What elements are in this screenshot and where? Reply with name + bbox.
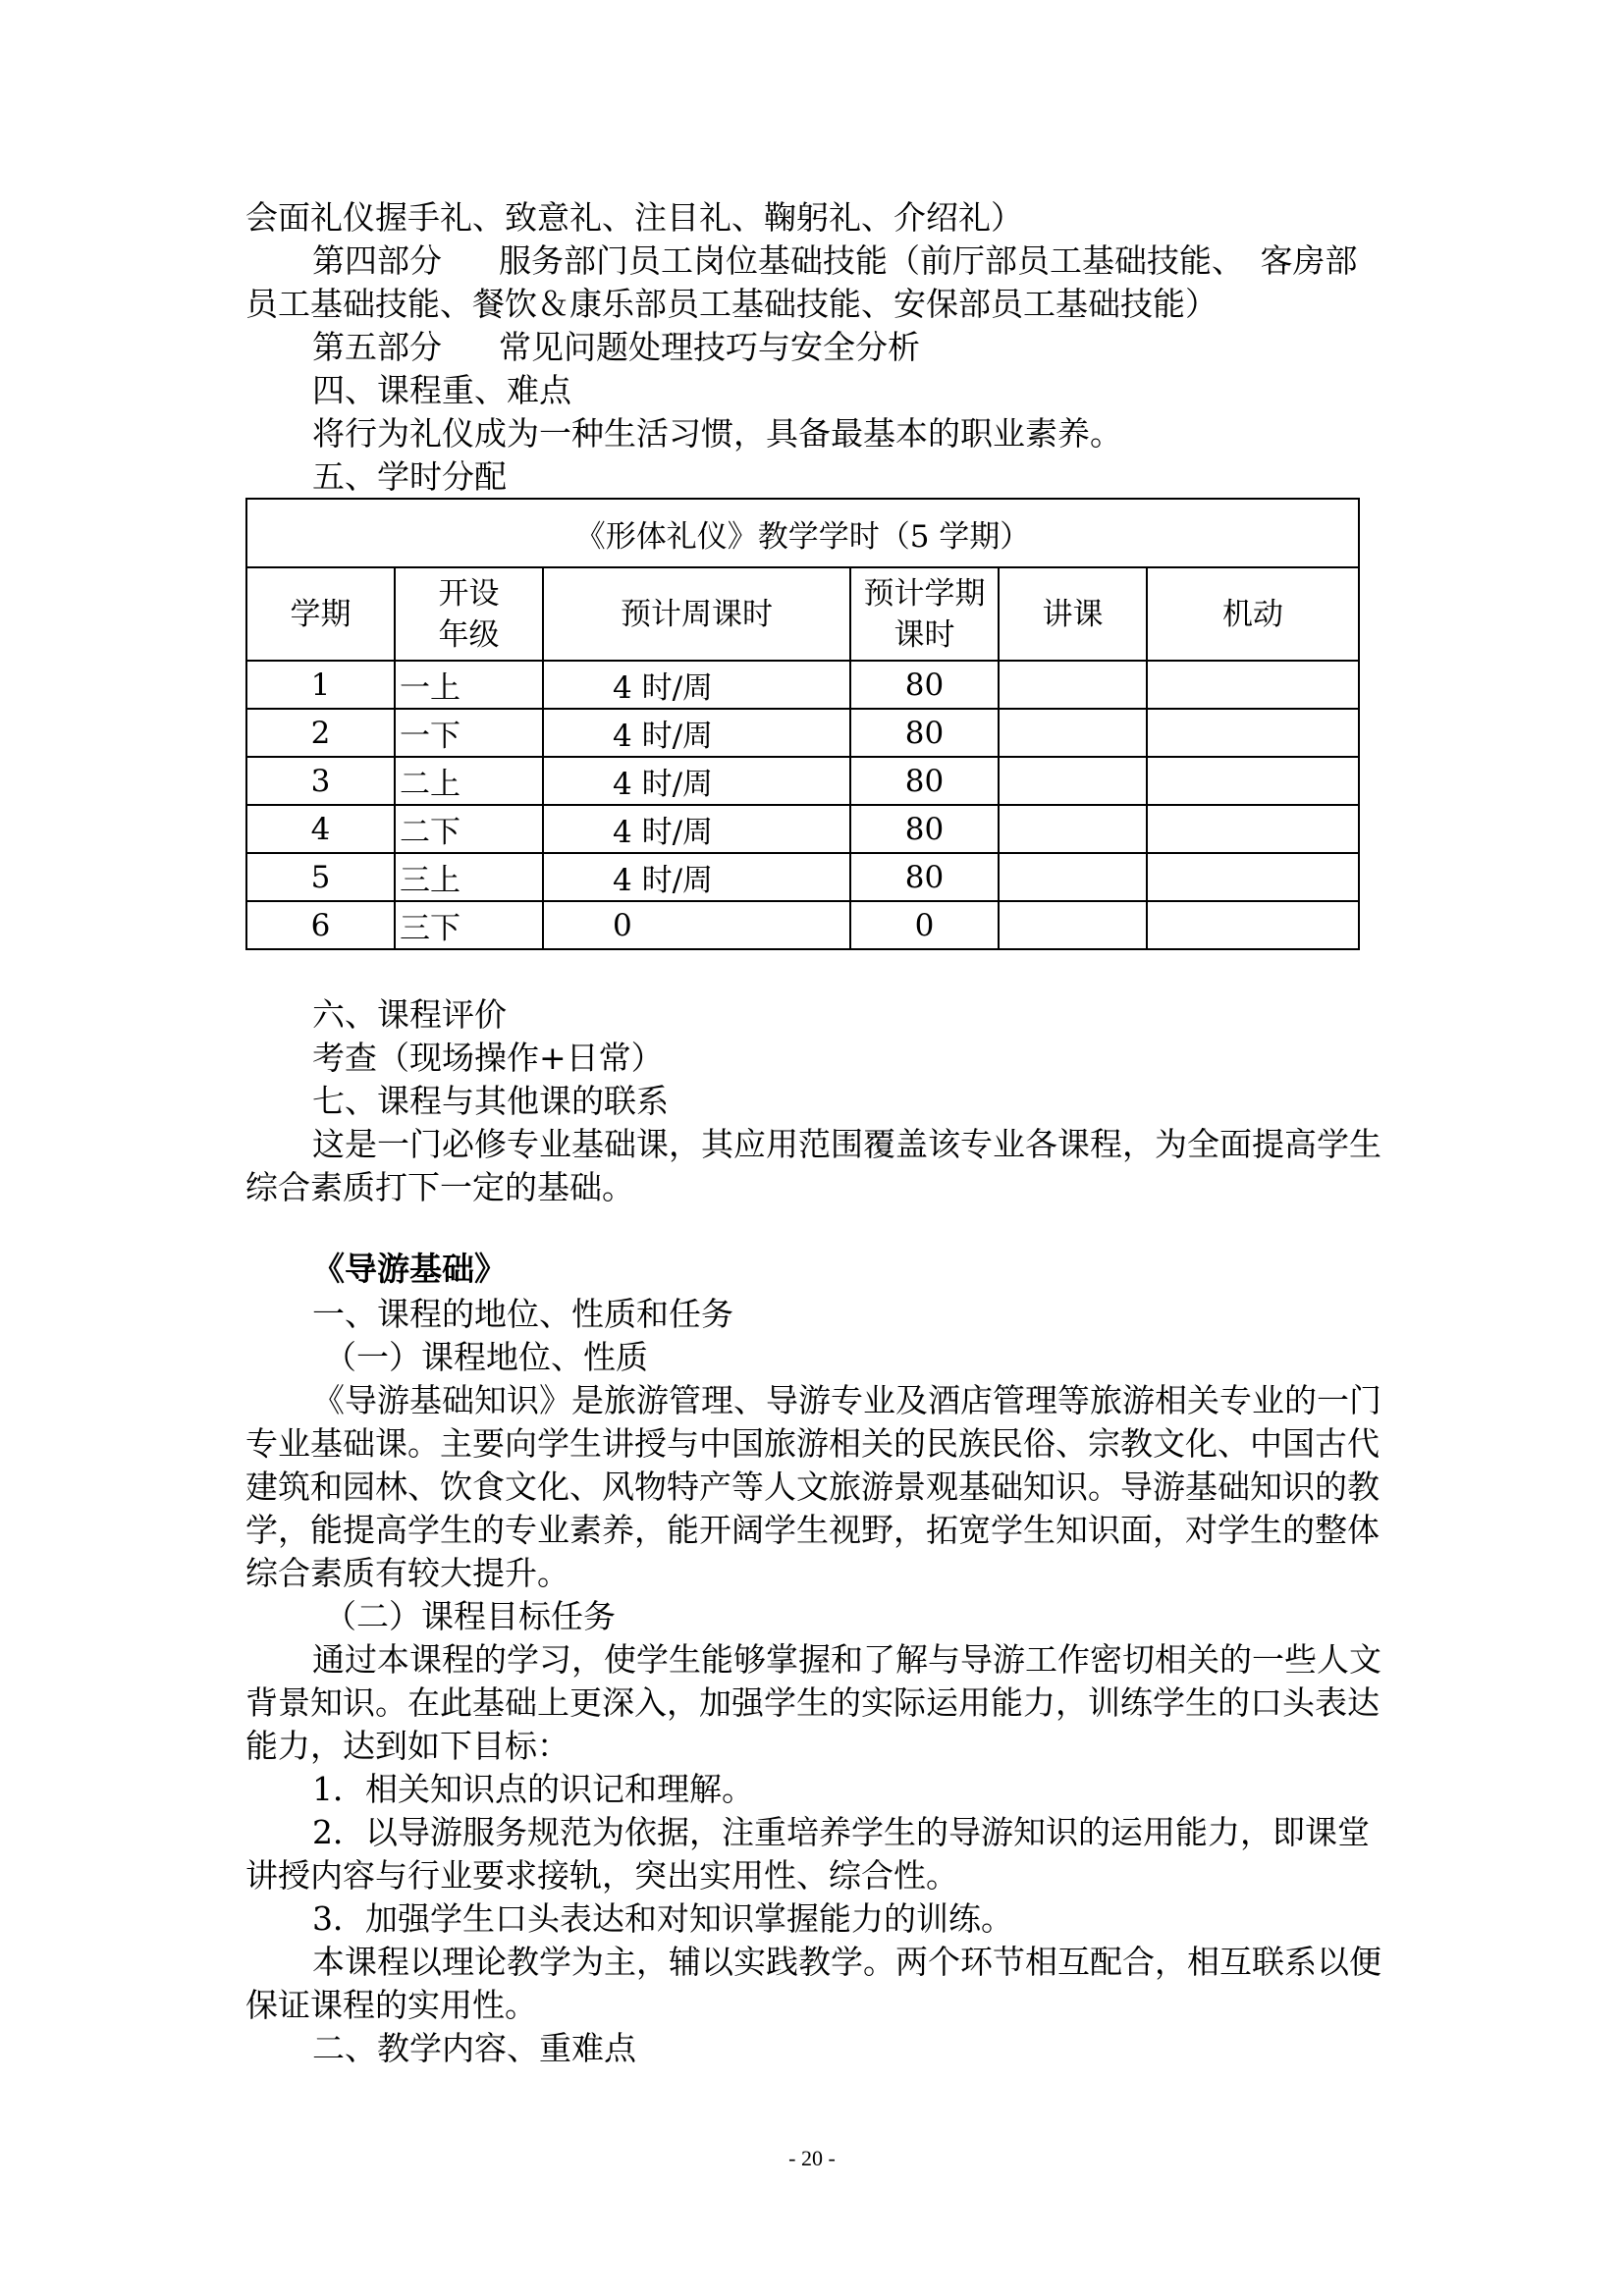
- part4-line: [312, 240, 1358, 283]
- section-heading: 六、课程评价: [312, 995, 507, 1034]
- table-row: [246, 709, 1359, 757]
- section-heading: 二、教学内容、重难点: [312, 2029, 636, 2067]
- table-row: [246, 853, 1359, 901]
- cell-weekly: 4 时/周: [543, 757, 850, 805]
- text-line: 会面礼仪握手礼、致意礼、注目礼、鞠躬礼、介绍礼）: [245, 198, 1023, 237]
- header-semester: 学期: [246, 567, 395, 661]
- paragraph-line: 通过本课程的学习，使学生能够掌握和了解与导游工作密切相关的一些人文: [312, 1640, 1381, 1679]
- part4-text: 服务部门员工岗位基础技能（前厅部员工基础技能、 客房部: [499, 241, 1358, 280]
- cell-grade: 二下: [395, 805, 543, 853]
- text-line: 员工基础技能、餐饮＆康乐部员工基础技能、安保部员工基础技能）: [245, 285, 1218, 323]
- cell-flexible: [1147, 805, 1359, 853]
- paragraph-line: 学，能提高学生的专业素养，能开阔学生视野，拓宽学生知识面，对学生的整体: [245, 1511, 1380, 1549]
- table-title: 《形体礼仪》教学学时（5 学期）: [246, 499, 1359, 567]
- cell-lecture: [999, 853, 1147, 901]
- paragraph-line: 背景知识。在此基础上更深入，加强学生的实际运用能力，训练学生的口头表达: [245, 1683, 1380, 1722]
- cell-weekly: 4 时/周: [543, 709, 850, 757]
- goal-item: 2．以导游服务规范为依据，注重培养学生的导游知识的运用能力，即课堂: [312, 1813, 1370, 1851]
- cell-flexible: [1147, 709, 1359, 757]
- cell-grade: 三上: [395, 853, 543, 901]
- cell-total: 80: [850, 757, 999, 805]
- header-total-line1: 预计学期: [863, 575, 986, 612]
- header-total-line2: 课时: [893, 616, 955, 653]
- subsection-heading: （二）课程目标任务: [324, 1597, 616, 1635]
- paragraph-line: 专业基础课。主要向学生讲授与中国旅游相关的民族民俗、宗教文化、中国古代: [245, 1424, 1380, 1463]
- part5-label: 第五部分: [312, 328, 442, 366]
- header-grade: [395, 567, 543, 661]
- section-heading: 五、学时分配: [312, 457, 507, 496]
- header-lecture: 讲课: [999, 567, 1147, 661]
- table-row: [246, 901, 1359, 949]
- section-heading: 一、课程的地位、性质和任务: [312, 1295, 733, 1333]
- paragraph-line: 《导游基础知识》是旅游管理、导游专业及酒店管理等旅游相关专业的一门: [312, 1381, 1381, 1419]
- paragraph-line: 能力，达到如下目标：: [245, 1727, 569, 1765]
- section-heading: 七、课程与其他课的联系: [312, 1082, 669, 1120]
- cell-total: 80: [850, 805, 999, 853]
- table-row: [246, 805, 1359, 853]
- cell-grade: 一上: [395, 661, 543, 709]
- paragraph-line: 本课程以理论教学为主，辅以实践教学。两个环节相互配合，相互联系以便: [312, 1943, 1381, 1981]
- cell-grade: 一下: [395, 709, 543, 757]
- cell-total: 80: [850, 853, 999, 901]
- section-heading: 四、课程重、难点: [312, 371, 571, 409]
- paragraph-line: 综合素质打下一定的基础。: [245, 1168, 634, 1206]
- cell-flexible: [1147, 901, 1359, 949]
- paragraph-line: 综合素质有较大提升。: [245, 1554, 569, 1592]
- header-grade-line1: 开设: [438, 575, 500, 612]
- teaching-hours-table: [245, 498, 1360, 950]
- cell-total: 80: [850, 709, 999, 757]
- part5-line: [312, 326, 920, 369]
- paragraph-line: 将行为礼仪成为一种生活习惯，具备最基本的职业素养。: [312, 414, 1122, 453]
- subsection-heading: （一）课程地位、性质: [324, 1338, 648, 1376]
- part5-text: 常见问题处理技巧与安全分析: [499, 328, 920, 366]
- cell-semester: 2: [246, 709, 395, 757]
- cell-weekly: 0: [543, 901, 850, 949]
- cell-total: 0: [850, 901, 999, 949]
- cell-semester: 1: [246, 661, 395, 709]
- paragraph-line: 保证课程的实用性。: [245, 1986, 537, 2024]
- cell-semester: 3: [246, 757, 395, 805]
- page-number: - 20 -: [788, 2146, 836, 2170]
- cell-weekly: 4 时/周: [543, 805, 850, 853]
- cell-weekly: 4 时/周: [543, 853, 850, 901]
- paragraph-line: 建筑和园林、饮食文化、风物特产等人文旅游景观基础知识。导游基础知识的教: [245, 1468, 1380, 1506]
- goal-item: 1．相关知识点的识记和理解。: [312, 1770, 754, 1808]
- cell-flexible: [1147, 853, 1359, 901]
- table-header-row: [246, 567, 1359, 661]
- course-title: 《导游基础》: [312, 1250, 507, 1288]
- table-row: [246, 661, 1359, 709]
- cell-semester: 5: [246, 853, 395, 901]
- cell-lecture: [999, 757, 1147, 805]
- cell-lecture: [999, 805, 1147, 853]
- header-flexible: 机动: [1147, 567, 1359, 661]
- header-weekly: 预计周课时: [543, 567, 850, 661]
- part4-label: 第四部分: [312, 241, 442, 280]
- cell-lecture: [999, 901, 1147, 949]
- cell-lecture: [999, 709, 1147, 757]
- table-row: [246, 757, 1359, 805]
- goal-item: 讲授内容与行业要求接轨，突出实用性、综合性。: [245, 1856, 958, 1895]
- header-grade-line2: 年级: [438, 616, 500, 653]
- cell-semester: 4: [246, 805, 395, 853]
- cell-flexible: [1147, 661, 1359, 709]
- cell-flexible: [1147, 757, 1359, 805]
- cell-grade: 二上: [395, 757, 543, 805]
- cell-grade: 三下: [395, 901, 543, 949]
- cell-semester: 6: [246, 901, 395, 949]
- paragraph-line: 考查（现场操作+日常）: [312, 1039, 664, 1077]
- cell-total: 80: [850, 661, 999, 709]
- goal-item: 3．加强学生口头表达和对知识掌握能力的训练。: [312, 1899, 1013, 1938]
- header-total: [850, 567, 999, 661]
- cell-weekly: 4 时/周: [543, 661, 850, 709]
- paragraph-line: 这是一门必修专业基础课，其应用范围覆盖该专业各课程，为全面提高学生: [312, 1125, 1381, 1163]
- cell-lecture: [999, 661, 1147, 709]
